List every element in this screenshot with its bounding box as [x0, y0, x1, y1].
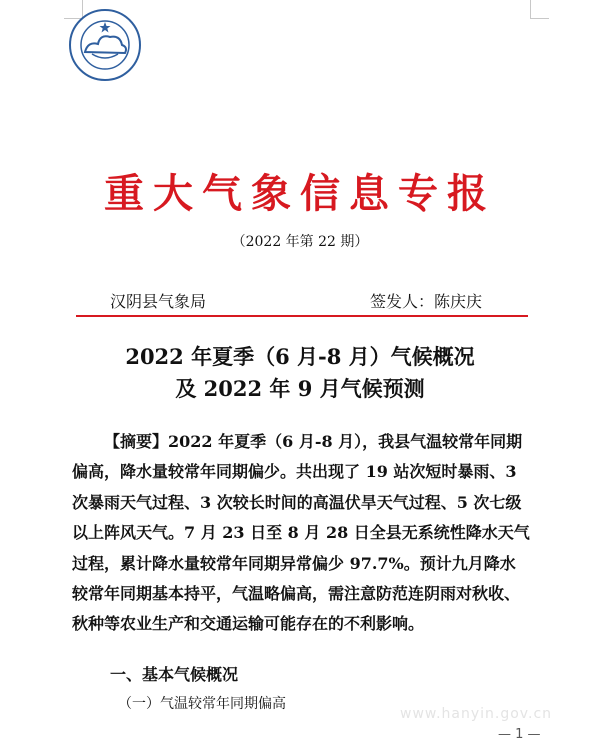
page-number: — 1 — [498, 727, 541, 742]
issuing-organization: 汉阴县气象局 [110, 292, 207, 311]
crop-mark-top-right [530, 0, 549, 19]
section-heading: 一、基本气候概况 [110, 665, 239, 684]
cma-emblem-logo [68, 8, 142, 82]
abstract-text: 2022 年夏季（6 月-8 月），我县气温较常年同期偏高，降水量较常年同期偏少。共出现了 19 站次短时暴雨、3 次暴雨天气过程、3 次较长时间的高温伏旱天气过程、5 次七级以上阵风天气。7 月 23 日至 8 月 28 日全县无系统性降水天气过程，累计降水量较常年同期异常偏少 97.7%。预计九月降水较常年同期基本持平，气温略偏高，需注意防范连阴雨对秋收、秋种等农业生产和交通运输可能存在的不利影响。 [72, 432, 530, 634]
abstract-paragraph [72, 427, 530, 640]
site-watermark: www.hanyin.gov.cn [400, 706, 553, 722]
report-heading-line1: 2022 年夏季（6 月-8 月）气候概况 [125, 344, 475, 369]
document-title: 重大气象信息专报 [104, 170, 496, 217]
issue-number: （2022 年第 22 期） [231, 234, 369, 250]
report-heading-line2: 及 2022 年 9 月气候预测 [175, 376, 425, 401]
abstract-label: 【摘要】 [104, 432, 169, 451]
signer: 签发人：陈庆庆 [370, 292, 483, 311]
subsection-heading: （一）气温较常年同期偏高 [118, 696, 286, 712]
header-divider [76, 315, 528, 317]
